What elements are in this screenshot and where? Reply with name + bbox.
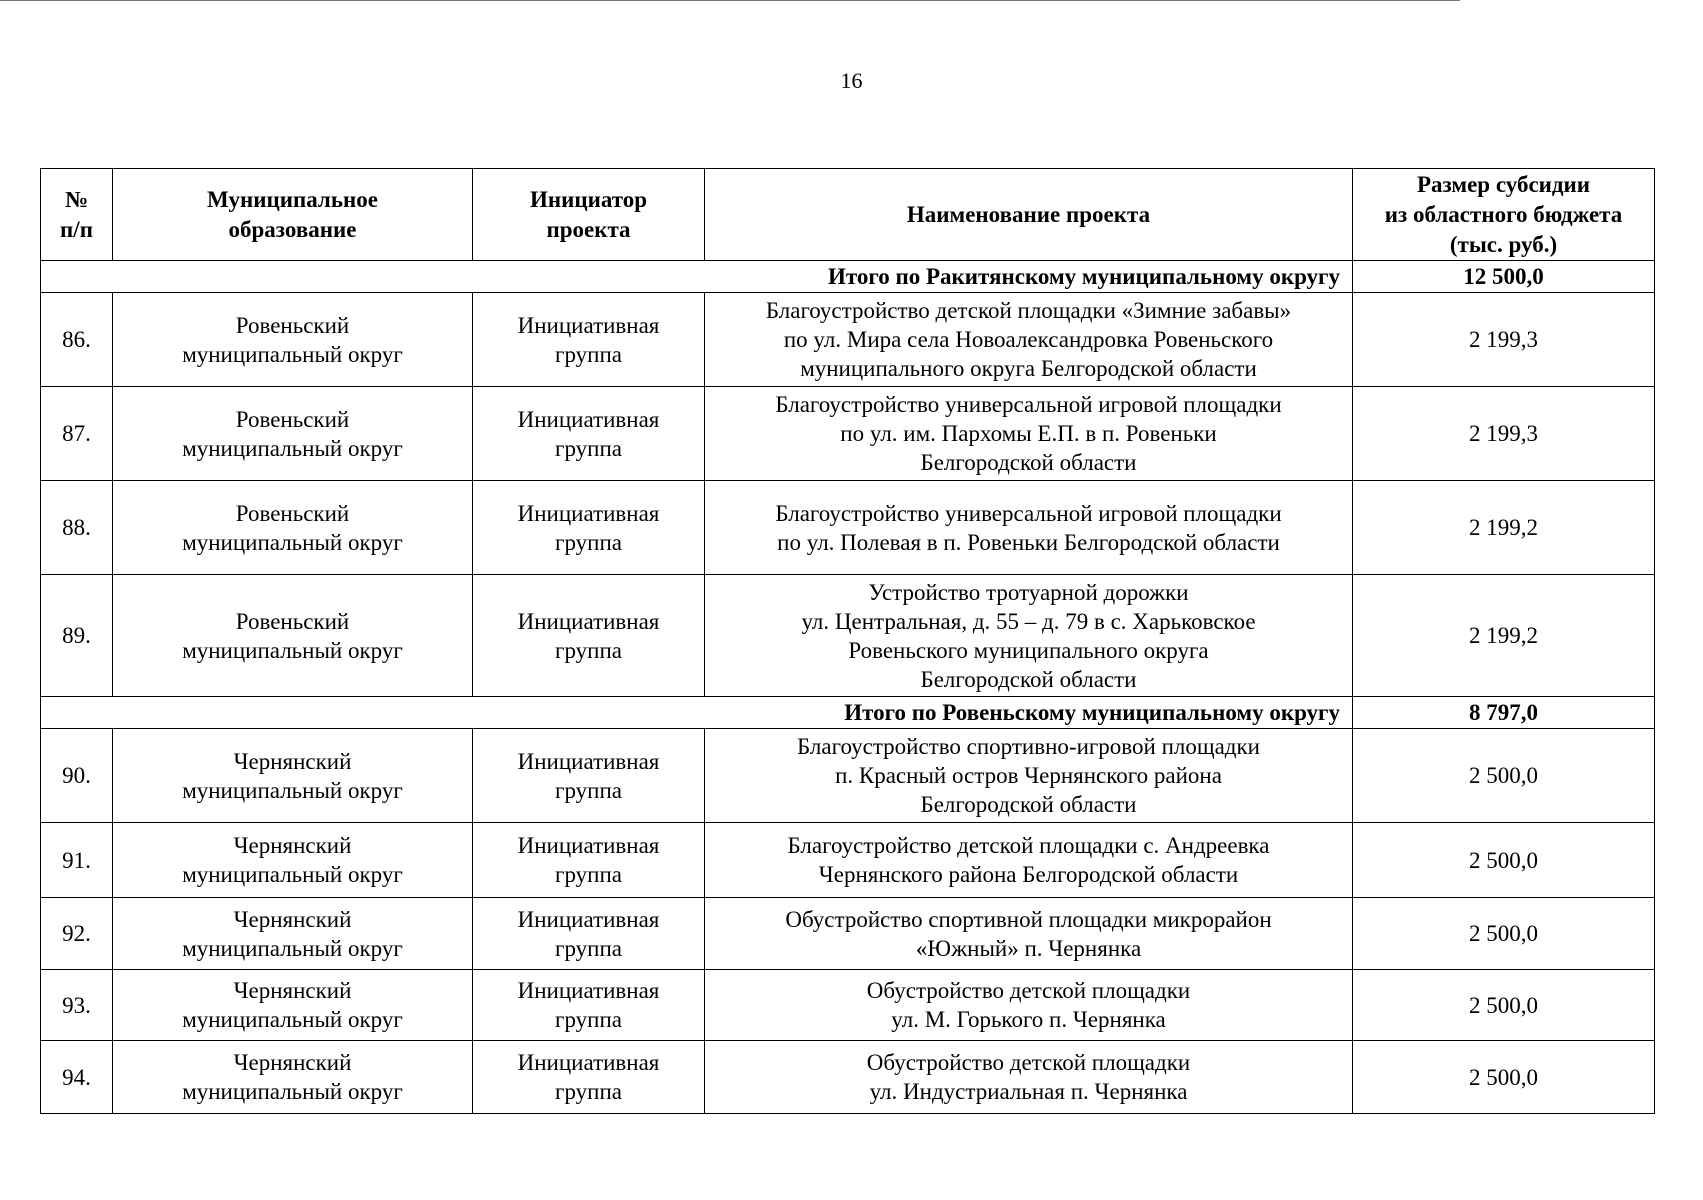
row-number: 87. (41, 387, 113, 481)
header-num (41, 169, 113, 261)
table-row (41, 575, 1655, 697)
total-amount: 8 797,0 (1353, 697, 1655, 729)
header-initiator-label: Инициатор проекта (529, 186, 648, 242)
subsidy-amount-cell: 2 500,0 (1353, 1041, 1655, 1114)
initiator-cell: Инициативная группа (473, 729, 705, 823)
municipality-cell: Ровеньский муниципальный округ (113, 293, 473, 387)
subsidy-amount-cell: 2 500,0 (1353, 898, 1655, 970)
row-number: 88. (41, 481, 113, 575)
header-project-label: Наименование проекта (906, 201, 1151, 227)
header-subsidy-label: Размер субсидии из областного бюджета (тыс. руб.) (1384, 171, 1623, 257)
initiator-cell: Инициативная группа (473, 387, 705, 481)
row-number: 92. (41, 898, 113, 970)
subsidy-amount-cell: 2 199,3 (1353, 293, 1655, 387)
initiator-cell: Инициативная группа (473, 575, 705, 697)
initiator-cell: Инициативная группа (473, 970, 705, 1041)
municipality-cell: Чернянский муниципальный округ (113, 823, 473, 898)
project-name-cell: Благоустройство детской площадки «Зимние забавы» по ул. Мира села Новоалександровка Ровеньского муниципального округа Белгородской области (705, 293, 1353, 387)
header-subsidy (1353, 169, 1655, 261)
table-header-row (41, 169, 1655, 261)
header-municipality (113, 169, 473, 261)
project-name-cell: Благоустройство спортивно-игровой площадки п. Красный остров Чернянского района Белгородской области (705, 729, 1353, 823)
total-row (41, 697, 1655, 729)
subsidy-table (40, 168, 1655, 1114)
initiator-cell: Инициативная группа (473, 293, 705, 387)
project-name-cell: Обустройство спортивной площадки микрорайон «Южный» п. Чернянка (705, 898, 1353, 970)
project-name-cell: Благоустройство универсальной игровой площадки по ул. Полевая в п. Ровеньки Белгородской области (705, 481, 1353, 575)
subsidy-amount-cell: 2 199,2 (1353, 575, 1655, 697)
municipality-cell: Чернянский муниципальный округ (113, 970, 473, 1041)
municipality-cell: Ровеньский муниципальный округ (113, 575, 473, 697)
total-label: Итого по Ровеньскому муниципальному округу (41, 697, 1353, 729)
header-num-label: № п/п (60, 186, 93, 242)
header-initiator (473, 169, 705, 261)
municipality-cell: Ровеньский муниципальный округ (113, 387, 473, 481)
table-row (41, 898, 1655, 970)
project-name-cell: Обустройство детской площадки ул. Индустриальная п. Чернянка (705, 1041, 1353, 1114)
subsidy-amount-cell: 2 199,3 (1353, 387, 1655, 481)
subsidy-amount-cell: 2 500,0 (1353, 729, 1655, 823)
subsidy-amount-cell: 2 199,2 (1353, 481, 1655, 575)
header-project (705, 169, 1353, 261)
row-number: 91. (41, 823, 113, 898)
table-row (41, 293, 1655, 387)
table-row (41, 481, 1655, 575)
top-edge-line (0, 0, 1460, 1)
row-number: 94. (41, 1041, 113, 1114)
subsidy-amount-cell: 2 500,0 (1353, 823, 1655, 898)
total-row (41, 261, 1655, 293)
project-name-cell: Благоустройство универсальной игровой площадки по ул. им. Пархомы Е.П. в п. Ровеньки Белгородской области (705, 387, 1353, 481)
total-amount: 12 500,0 (1353, 261, 1655, 293)
table-row (41, 970, 1655, 1041)
initiator-cell: Инициативная группа (473, 1041, 705, 1114)
total-label: Итого по Ракитянскому муниципальному округу (41, 261, 1353, 293)
initiator-cell: Инициативная группа (473, 898, 705, 970)
municipality-cell: Чернянский муниципальный округ (113, 729, 473, 823)
row-number: 86. (41, 293, 113, 387)
municipality-cell: Чернянский муниципальный округ (113, 1041, 473, 1114)
initiator-cell: Инициативная группа (473, 481, 705, 575)
initiator-cell: Инициативная группа (473, 823, 705, 898)
row-number: 93. (41, 970, 113, 1041)
municipality-cell: Ровеньский муниципальный округ (113, 481, 473, 575)
municipality-cell: Чернянский муниципальный округ (113, 898, 473, 970)
table-row (41, 729, 1655, 823)
table-row (41, 823, 1655, 898)
table-row (41, 387, 1655, 481)
header-municipality-label: Муниципальное образование (207, 186, 378, 242)
project-name-cell: Устройство тротуарной дорожки ул. Центральная, д. 55 – д. 79 в с. Харьковское Ровеньского муниципального округа Белгородской области (705, 575, 1353, 697)
row-number: 90. (41, 729, 113, 823)
table-row (41, 1041, 1655, 1114)
project-name-cell: Обустройство детской площадки ул. М. Горького п. Чернянка (705, 970, 1353, 1041)
page-number: 16 (840, 68, 863, 93)
subsidy-amount-cell: 2 500,0 (1353, 970, 1655, 1041)
project-name-cell: Благоустройство детской площадки с. Андреевка Чернянского района Белгородской области (705, 823, 1353, 898)
row-number: 89. (41, 575, 113, 697)
